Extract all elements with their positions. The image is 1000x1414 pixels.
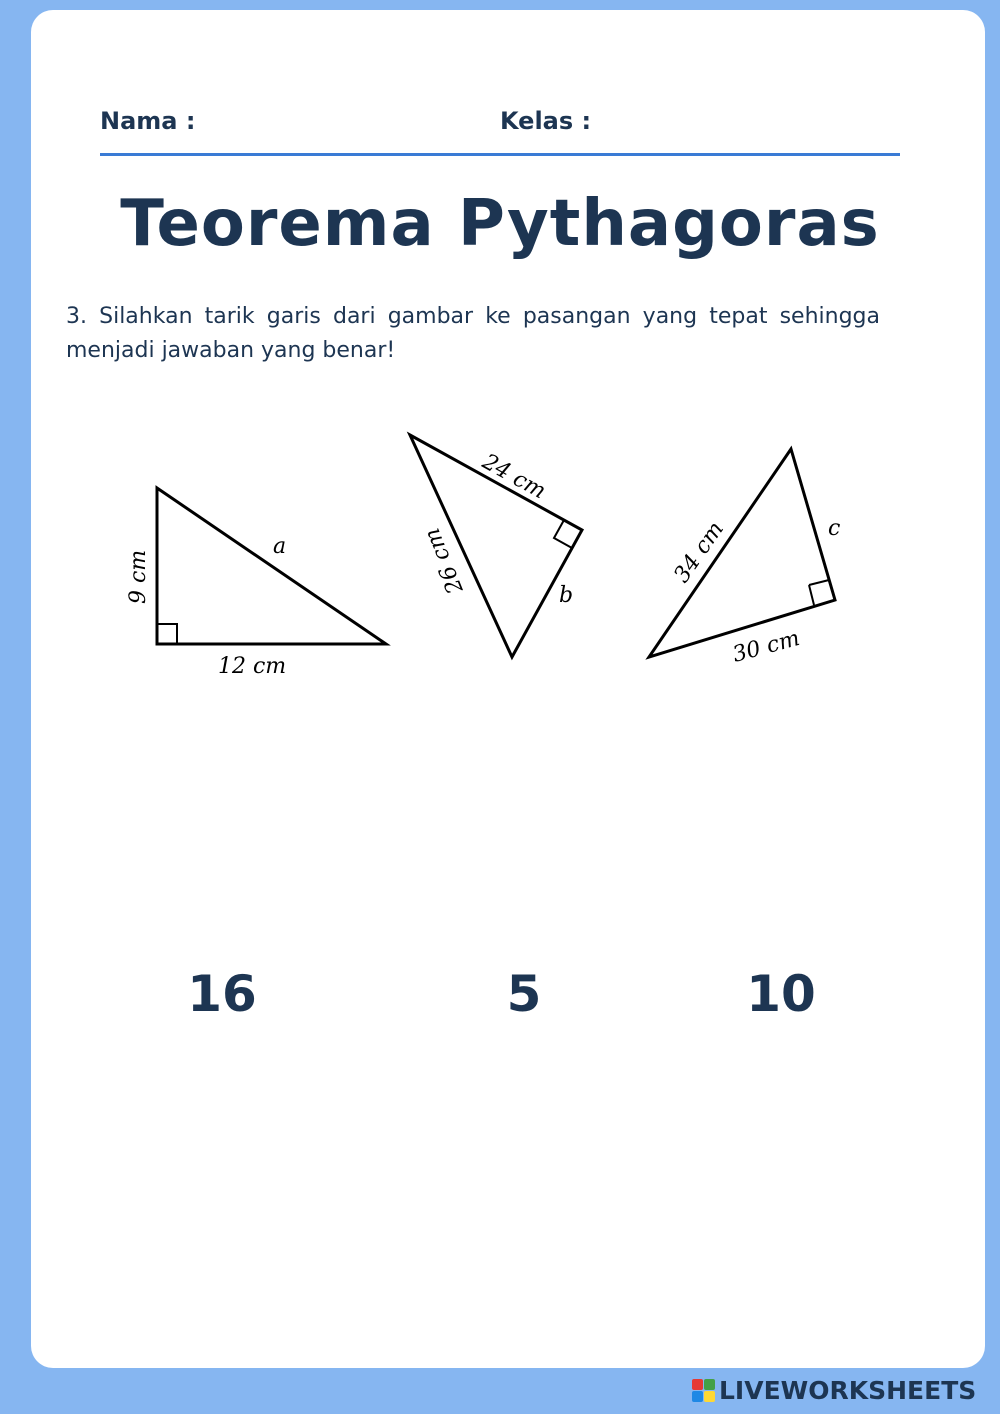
kelas-label: Kelas :: [500, 107, 592, 135]
logo-square-red: [692, 1379, 703, 1390]
triangle-3-unknown-label: c: [828, 516, 841, 541]
triangle-1-vertical-label: 9 cm: [126, 549, 151, 604]
logo-square-blue: [692, 1391, 703, 1402]
page-title: Teorema Pythagoras: [120, 187, 880, 261]
answer-option-5[interactable]: 5: [506, 965, 542, 1023]
triangle-3-base-label: 30 cm: [730, 626, 803, 668]
answer-option-10[interactable]: 10: [746, 965, 816, 1023]
triangle-2-left-label: 26 cm: [419, 524, 469, 598]
triangle-2-top-label: 24 cm: [478, 449, 550, 505]
logo-square-green: [704, 1379, 715, 1390]
triangle-1-base-label: 12 cm: [218, 654, 287, 679]
header-divider: [100, 153, 900, 156]
brand-name: LIVEWORKSHEETS: [719, 1375, 977, 1405]
question-instruction: 3. Silahkan tarik garis dari gambar ke pasangan yang tepat sehingga menjadi jawaban yang benar!: [66, 304, 880, 363]
triangle-1-unknown-label: a: [273, 534, 287, 559]
nama-label: Nama :: [100, 107, 196, 135]
triangle-3-hyp-label: 34 cm: [669, 517, 730, 588]
liveworksheets-logo-icon: [692, 1379, 715, 1402]
logo-square-yellow: [704, 1391, 715, 1402]
answer-option-16[interactable]: 16: [187, 965, 257, 1023]
triangle-2-unknown-label: b: [559, 583, 574, 608]
liveworksheets-brand: [692, 1374, 976, 1406]
